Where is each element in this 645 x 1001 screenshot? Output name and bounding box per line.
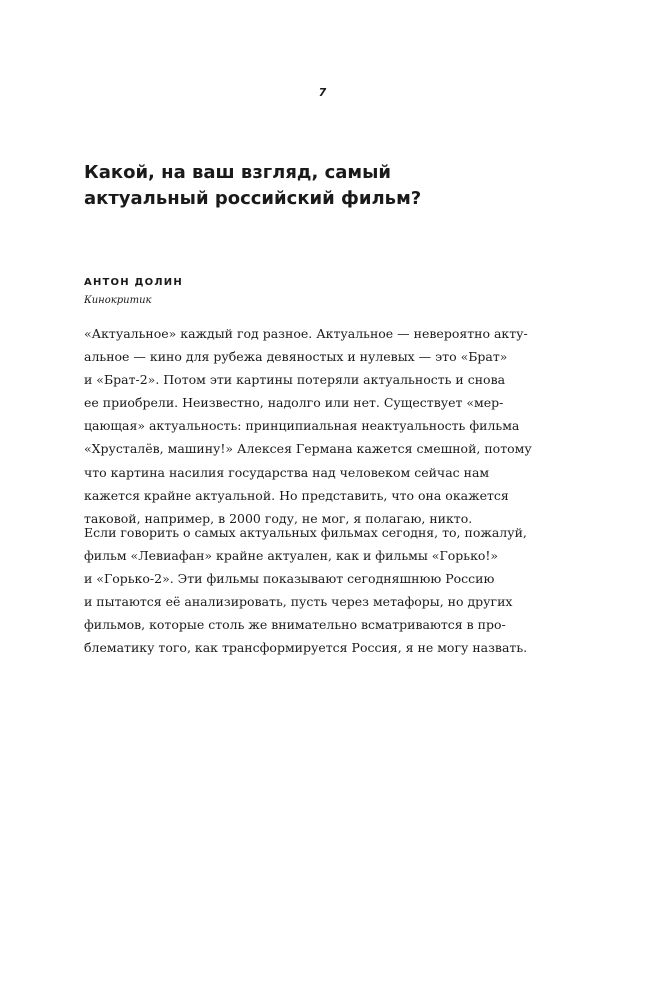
question-heading — [84, 160, 544, 212]
text-line: и «Брат-2». Потом эти картины потеряли актуальность и снова — [84, 372, 506, 388]
question-line: Какой, на ваш взгляд, самый — [84, 162, 391, 183]
author-role: Кинокритик — [84, 295, 152, 306]
text-line: альное — кино для рубежа девяностых и нулевых — это «Брат» — [84, 349, 508, 365]
author-name: АНТОН ДОЛИН — [84, 277, 183, 288]
text-line: таковой, например, в 2000 году, не мог, я полагаю, никто. — [84, 510, 473, 526]
text-line: что картина насилия государства над человеком сейчас нам — [84, 464, 490, 480]
text-line: ее приобрели. Неизвестно, надолго или нет. Существует «мер- — [84, 395, 504, 411]
text-line: «Актуальное» каждый год разное. Актуальное — невероятно акту- — [84, 326, 528, 341]
answer-paragraph-2 — [84, 521, 554, 660]
text-line: и пытаются её анализировать, пусть через метафоры, но других — [84, 594, 513, 610]
text-line: фильмов, которые столь же внимательно всматриваются в про- — [84, 617, 506, 633]
page-number: 7 — [318, 86, 327, 99]
question-line: актуальный российский фильм? — [84, 188, 422, 209]
text-line: «Хрусталёв, машину!» Алексея Германа кажется смешной, потому — [84, 441, 532, 457]
text-line: блематику того, как трансформируется Россия, я не могу назвать. — [84, 640, 528, 656]
text-line: цающая» актуальность: принципиальная неактуальность фильма — [84, 418, 520, 434]
answer-paragraph-1 — [84, 322, 554, 530]
text-line: Если говорить о самых актуальных фильмах сегодня, то, пожалуй, — [84, 525, 527, 540]
text-line: фильм «Левиафан» крайне актуален, как и фильмы «Горько!» — [84, 548, 499, 564]
text-line: и «Горько-2». Эти фильмы показывают сегодняшнюю Россию — [84, 571, 495, 587]
text-line: кажется крайне актуальной. Но представить, что она окажется — [84, 487, 509, 503]
